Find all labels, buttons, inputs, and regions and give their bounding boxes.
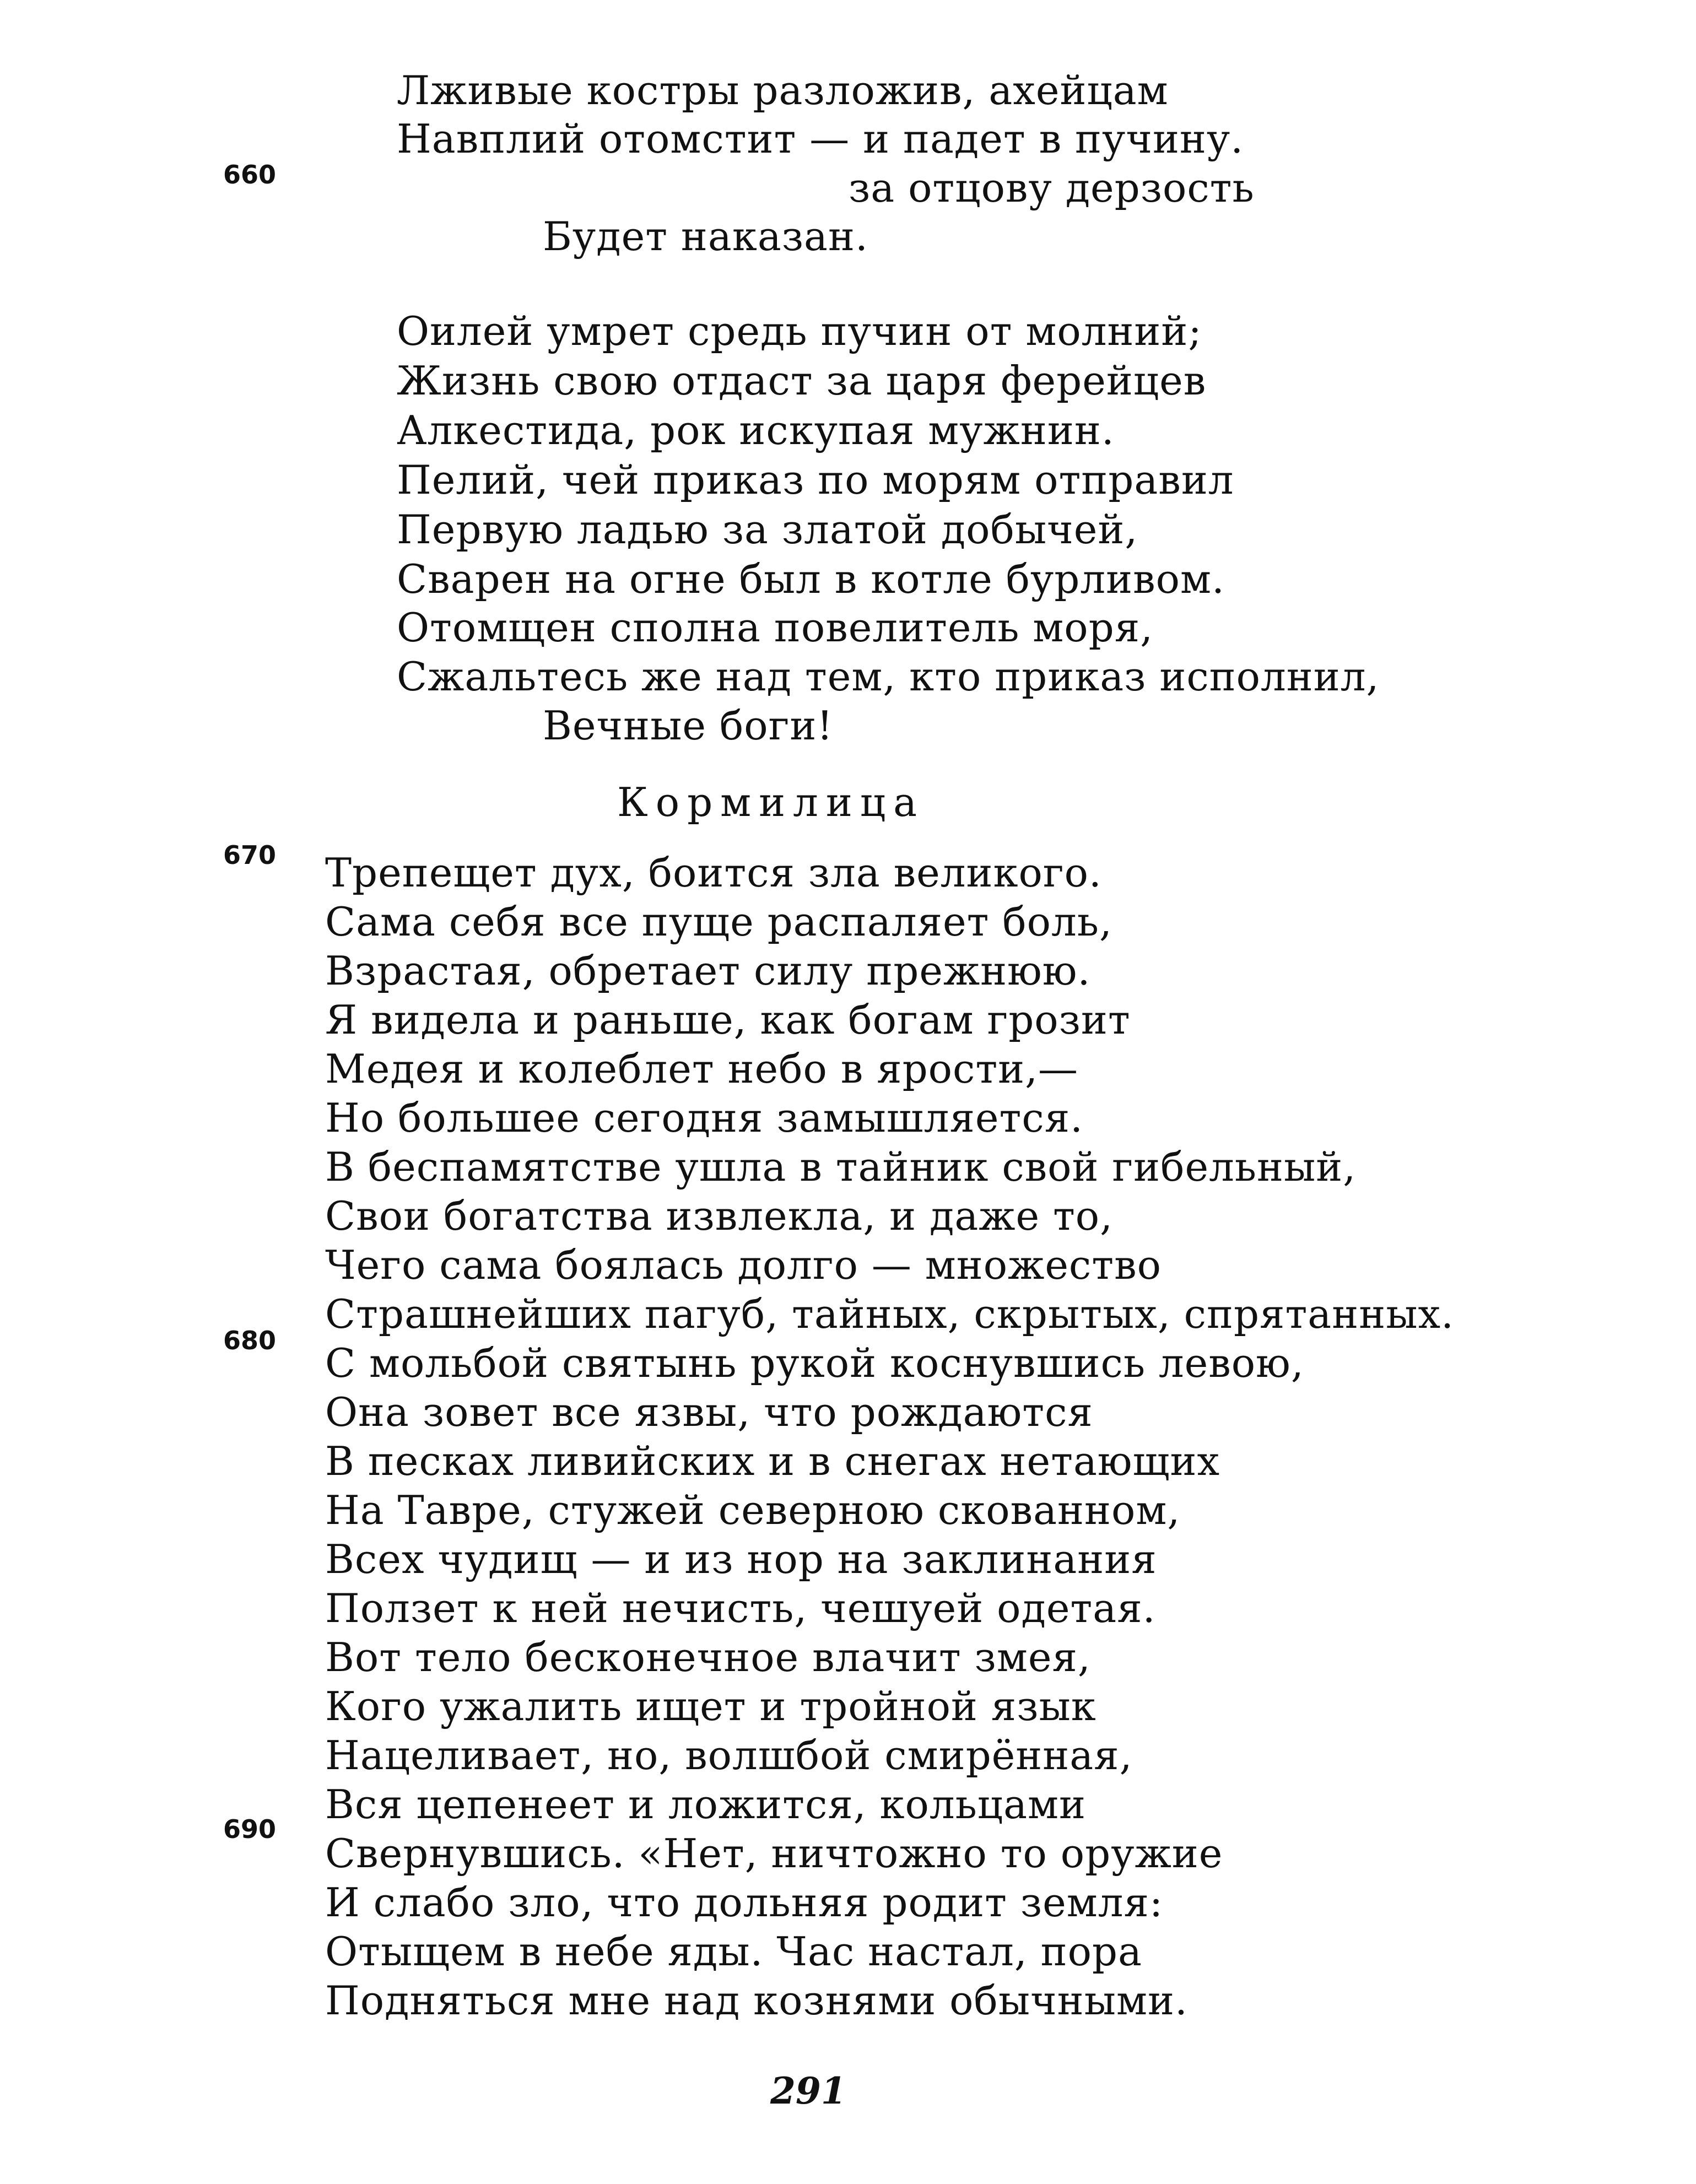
verse-line: В песках ливийских и в снегах нетающих [325,1438,1220,1484]
verse-line: Сжальтесь же над тем, кто приказ исполнил, [397,653,1380,700]
verse-line: Сварен на огне был в котле бурливом. [397,556,1225,602]
verse-line: На Тавре, стужей северною скованном, [325,1487,1181,1533]
verse-line: Нацеливает, но, волшбой смирённая, [325,1732,1133,1778]
speaker-name: Кормилица [617,779,925,825]
verse-line: Жизнь свою отдаст за царя ферейцев [397,358,1207,404]
verse-line: Чего сама боялась долго — множество [325,1242,1162,1288]
verse-line: Вечные боги! [543,702,834,749]
verse-line: Всех чудищ — и из нор на заклинания [325,1536,1157,1582]
verse-line: С мольбой святынь рукой коснувшись левою, [325,1340,1304,1386]
verse-line: за отцову дерзость [849,165,1255,211]
verse-line: Алкестида, рок искупая мужнин. [397,407,1115,453]
verse-line: Вся цепенеет и ложится, кольцами [325,1781,1087,1828]
verse-line: Лживые костры разложив, ахейцам [397,67,1169,113]
verse-line: Отомщен сполна повелитель моря, [397,604,1154,651]
verse-line: Свернувшись. «Нет, ничтожно то оружие [325,1830,1223,1877]
verse-line: Я видела и раньше, как богам грозит [325,997,1131,1043]
line-number: 690 [223,1814,277,1844]
verse-line: Кого ужалить ищет и тройной язык [325,1683,1097,1729]
verse-line: Вот тело бесконечное влачит змея, [325,1634,1091,1680]
verse-line: В беспамятстве ушла в тайник свой гибельный, [325,1144,1357,1190]
verse-line: Страшнейших пагуб, тайных, скрытых, спрятанных. [325,1291,1455,1337]
line-number: 680 [223,1326,277,1355]
verse-line: Трепещет дух, боится зла великого. [325,850,1102,896]
verse-line: Подняться мне над кознями обычными. [325,1977,1188,2024]
verse-line: Отыщем в небе яды. Час настал, пора [325,1928,1142,1975]
verse-line: Сама себя все пуще распаляет боль, [325,899,1112,945]
verse-line: Ползет к ней нечисть, чешуей одетая. [325,1585,1156,1631]
verse-line: Оилей умрет средь пучин от молний; [397,308,1202,354]
verse-line: Будет наказан. [543,213,868,260]
verse-line: Она зовет все язвы, что рождаются [325,1389,1093,1435]
verse-line: Но большее сегодня замышляется. [325,1095,1084,1141]
verse-line: И слабо зло, что дольняя родит земля: [325,1879,1164,1926]
verse-line: Свои богатства извлекла, и даже то, [325,1193,1114,1239]
verse-line: Навплий отомстит — и падет в пучину. [397,116,1244,162]
verse-line: Пелий, чей приказ по морям отправил [397,457,1234,503]
line-number: 670 [223,840,277,870]
page-number: 291 [770,2069,846,2112]
verse-line: Первую ладью за златой добычей, [397,506,1138,553]
line-number: 660 [223,160,277,190]
verse-line: Медея и колеблет небо в ярости,— [325,1046,1079,1092]
verse-line: Взрастая, обретает силу прежнюю. [325,948,1091,994]
